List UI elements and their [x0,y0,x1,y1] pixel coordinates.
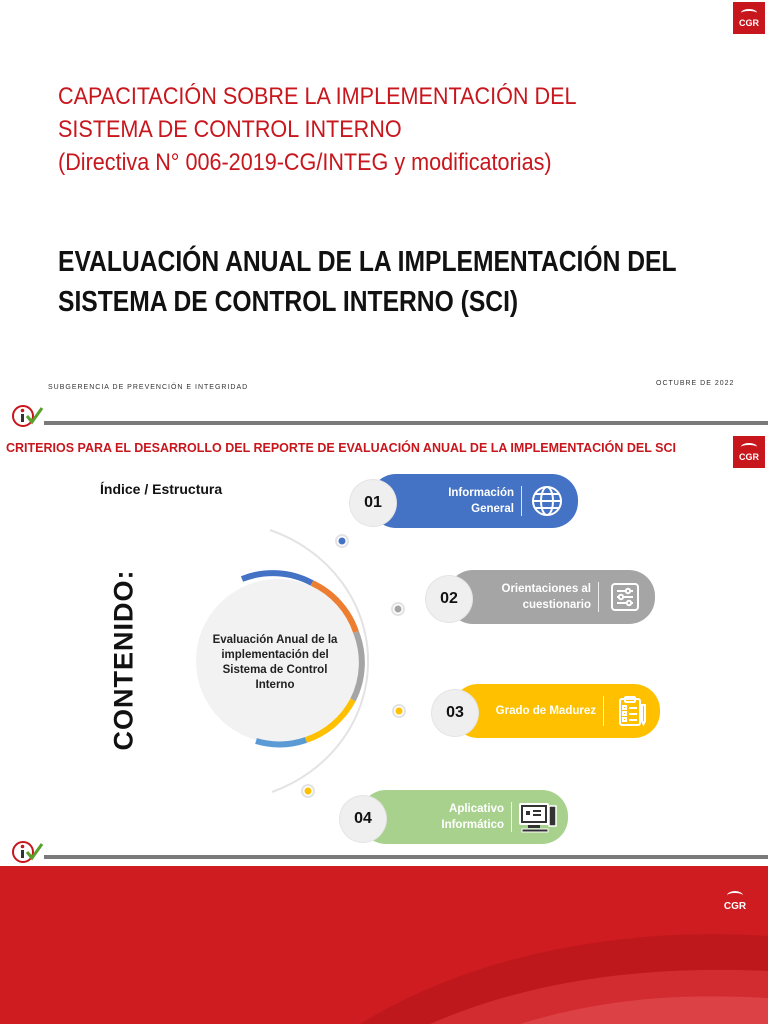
item-label: Aplicativo Informático [441,803,504,831]
clipboard-icon [614,695,648,727]
cgr-logo-text: CGR [739,17,759,28]
item-grado-madurez[interactable] [452,684,660,738]
slide-divider [44,421,768,425]
computer-icon [518,800,558,834]
cgr-logo-swoosh-icon [741,443,757,451]
cgr-logo-swoosh-icon [727,891,743,900]
item-separator [521,486,522,516]
footer-date: OCTUBRE DE 2022 [656,380,735,387]
integrity-logo-icon [10,840,44,864]
training-title [58,80,670,179]
globe-icon [530,484,564,518]
cgr-logo-swoosh-icon [741,9,757,17]
cgr-logo-text: CGR [723,900,747,912]
slide-divider [44,855,768,859]
item-number: 02 [426,576,472,622]
footer-department: SUBGERENCIA DE PREVENCIÓN E INTEGRIDAD [48,384,249,391]
item-orientaciones[interactable] [447,570,655,624]
main-title-line: EVALUACIÓN ANUAL DE LA IMPLEMENTACIÓN DEL [58,246,677,278]
item-separator [603,696,604,726]
training-title-line: CAPACITACIÓN SOBRE LA IMPLEMENTACIÓN DEL [58,83,577,110]
main-title [58,242,687,322]
cgr-logo [733,436,765,468]
item-number: 04 [340,796,386,842]
cgr-logo [733,2,765,34]
contenido-text: CONTENIDO: [108,569,139,751]
cover-slide-background [0,866,768,1024]
training-title-line: SISTEMA DE CONTROL INTERNO [58,116,402,143]
cgr-logo-text: CGR [739,451,759,462]
index-label: Índice / Estructura [100,481,223,497]
integrity-logo-icon [10,404,44,428]
item-label: Orientaciones al cuestionario [501,583,591,611]
section-title: CRITERIOS PARA EL DESARROLLO DEL REPORTE DE EVALUACIÓN ANUAL DE LA IMPLEMENTACIÓN DEL SCI [6,441,676,455]
item-label: Información General [448,487,514,515]
cgr-logo-white [720,884,750,918]
background-swoosh [0,866,768,1024]
item-separator [511,802,512,832]
main-title-line: SISTEMA DE CONTROL INTERNO (SCI) [58,286,519,318]
item-label: Grado de Madurez [495,705,596,717]
item-separator [598,582,599,612]
item-informacion-general[interactable] [370,474,578,528]
item-number: 01 [350,480,396,526]
training-title-line: (Directiva N° 006-2019-CG/INTEG y modificatorias) [58,149,552,176]
item-aplicativo[interactable] [360,790,568,844]
sliders-icon [609,581,641,613]
item-number: 03 [432,690,478,736]
center-text: Evaluación Anual de la implementación del Sistema de Control Interno [212,634,338,691]
